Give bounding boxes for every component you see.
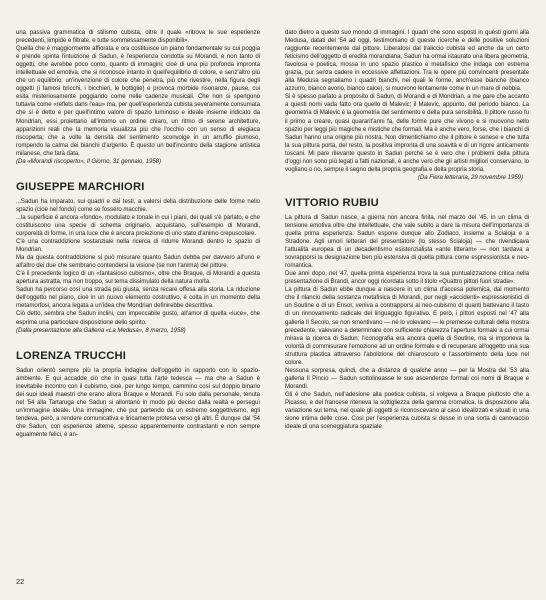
body-paragraph: ...la superficie è ancora «fondo», modulato e tonale in cui i piani, dei quali s'è parlato, e che costituiscono una specie di schema originario, acquistano, sull'esempio di Morandi, corporeità di forme, in una luce che è ancora proiezione di uno stato d'animo crepuscolare. — [16, 213, 260, 237]
body-paragraph: Ma da questa contraddizione si può misurare quanto Sadun debba per davvero all'uno e all'altro dei due che sembrano contendersi la visione (se non l'anima) del pittore. — [16, 254, 260, 270]
author-heading: LORENZA TRUCCHI — [16, 349, 127, 362]
body-paragraph: una passiva grammatica di stilismo cubista, oltre il quale «ritrova le sue esperienze precedenti, limpide e filtrate, e tutte sommessamente disponibili». — [16, 29, 260, 45]
author-heading: GIUSEPPE MARCHIORI — [16, 180, 145, 193]
page-number: 22 — [16, 577, 25, 586]
body-paragraph: La pittura di Sadun ebbe dunque a nascere in un clima d'accesa polemica, dal momento che il rilancio della sostanza metafisica di Morandi, pur negli «accidenti» espressionistici di un Soutine o di un Ensor, veniva a contrapporsi al neo-cubismo di quanti battevano il tasto di un rinnovamento radicale del linguaggio figurativo. E però, i pittori esposti nel '47 alla galleria Il Secolo, se non smentivano — né lo volevano — le premesse culturali della mostra precedente, valevano a determinare con sufficiente chiarezza l'apertura formale a cui ormai mirava la ricerca di Sadun: l'iconografia era ancora quella di Soutine, ma si imponeva la volontà di commisurare l'emozione ad un ordine formale e di recuperare all'oggetto una sua struttura plastica attraverso l'abolizione del chiaroscuro e l'assorbimento della luce nel colore. — [285, 286, 529, 366]
right-column — [285, 29, 529, 431]
source-citation: (Da Fiera letteraria, 29 novembre 1959) — [417, 173, 523, 181]
body-paragraph: Gli è che Sadun, nell'adesione alla poetica cubista, si volgeva a Braque piuttosto che a Picasso, e del francese riteneva la sottigliezza della gamma cromatica, la disposizione alla variazione sul tema, nel quale gli oggetti si riconoscevano al caso idealizzati e situati in una sione intima delle cose. Così per l'esperienza cubista si desse in una sorta di canovaccio ideale di una sceneggiatura spaziale — [285, 390, 529, 431]
source-citation: (Dalla presentazione alla Galleria «La Medusa», 8 marzo, 1958) — [16, 326, 186, 334]
body-paragraph: Due anni dopo, nel '47, quella prima esperienza trova la sua puntualizzazione critica nella presentazione di Brandi, ancor oggi ricordata sotto il titolo «Quattro pittori fuori strada». — [285, 270, 529, 286]
source-citation: (Da «Morandi riscoperto», Il Giorno, 31 gennaio, 1958) — [16, 157, 161, 165]
body-paragraph: dato dietro a questo suo mondo di immagini. I quadri che sono esposti in questi giorni alla Medusa, datati del '54 ad oggi, testimoniano di queste ricerche e delle positive soluzioni raggiunte recentemente dal pittore. Liberatosi dal traliccio cubista ed anche da un certo feticismo dell'oggetto di eredità morandiana, Sadun ha ormai istaurato una libera geometria, favolosa e poetica, mossa in uno spazio plastico e metafisico che indaga con estrema grazia, pur senza cadere in eccessive affettazioni. Tra le opere più convincenti presentate alla Medusa segnaliamo i quadri bianchi, nei quali le forme, anch'esse bianche (bianco azzurro, bianco avorio, bianco calce), si muovono lentamente come in un mare di nebbia. — [285, 29, 529, 93]
author-heading: VITTORIO RUBIU — [285, 196, 379, 209]
body-paragraph: C'è una contraddizione sostanziale nella ricerca di ridurre Morandi dentro lo spazio di Mondrian. — [16, 238, 260, 254]
body-paragraph: Ciò detto, sembra che Sadun inclini, con impeccabile gusto, all'amor di quella «luce», che esprime una particolare disposizione dello spirito. — [16, 310, 260, 326]
body-paragraph: Nessuna sorpresa, quindi, che a distanza di qualche anno — per la Mostra del '53 alla galleria Il Pincio — Sadun sottolineasse le sue ascendenze formali coi nomi di Braque e Morandi. — [285, 366, 529, 390]
spacer — [285, 182, 529, 197]
spacer — [16, 166, 260, 181]
spacer — [16, 335, 260, 350]
body-paragraph: C'è il precedente logico di un «fantasioso cubismo», oltre che Braque, di Morandi a questa apertura astratta, ma non troppo, sul tema dissimulato della natura morta. — [16, 270, 260, 286]
body-paragraph: Si è spesso parlato a proposito di Sadun, di Morandi e di Mondrian, a me pare che accanto a questi nomi vada fatto ora quello di Malevic; il Malevic, appunto, del periodo bianco. La geometria di Malevic è la geometria del sentimento e della pura sensibilità. Il pittore russo fu il primo a creare, quasi quarant'anni fa, delle forme pure che vivono e si muovono nello spazio per leggi più magiche e mistiche che formali. Ma è anche vero, forse, che i bianchi di Sadun hanno una origine più nostra. Non dimentichiamo che il pittore è senese e che tutta la sua pittura porta, del resto, la positiva impronta di una soavità e di un rigore anticamente toscani. Mi pare rilevante questo in Sadun perché se è vero che i problemi della pittura d'oggi non sono più legati a fatti nazionali, è anche vero che gli artisti migliori conservano, lo vogliano o no, sempre il segno della propria geografia e della propria storia. — [285, 93, 529, 173]
body-paragraph: Sadun orientò sempre più la propria indagine dell'oggetto in rapporto con lo spazio-ambiente. E qui accadde ciò che in quasi tutta l'arte tedesca — ma che a Sadun è inevitabile incontro con il cubismo, cioè, per lungo tempo, cammino così sul doppio binario dei suoi ideali maestri che erano allora Braque e Morandi. Fu solo dalla personale, tenuta nel '54 alla Tartaruga che Sadun si allontanò in modo più deciso dalla realtà e perseguì un'immagine ideale. Una immagine, che pur partendo da un estremo soggettivismo, egli tendeva, però, a rendere comunicativa e liricamente protesa verso gli altri. È dunque dal '54 che Sadun, con esperienze alterne, spesso apparentemente contrastanti e non sempre egualmente felici, è an- — [16, 366, 260, 438]
body-paragraph: ...Sadun ha imparato, sui quadri e dai testi, a valersi della distribuzione delle forme nello spazio (cioè nel fondo) come se fossero macchie. — [16, 197, 260, 213]
body-paragraph: Quella che è maggiormente affiorata e ora costituisce un piano fondamentale su cui poggia e prende spinta l'intuizione di Sadun, è l'esperienza condotta su Morandi, e non tanto di oggetti, che avrebbe poco conto, quanto di immagini; cioè di una più profonda impronta intellettuale ed emotiva, che si riconosce intanto in quell'equilibrio di colore, e senz'altro più che un equilibrio: un'invenzione di colore che penetra, più che rivestire, nella figura degli oggetti (i famosi bricchi, i bicchieri, le bottiglie) e provoca morbide risonanze, pause, cui esita misteriosamente poggiando come nelle cadenze musicali. Che non si spengono tuttavia come «reflets dans l'eau» ma, per quell'esperienza cubista severamente consumata che si è detto e per quell'intimo valore di spazio luminoso e ideale insieme indicato da Mondrian, essi proiettano all'intorno un ordine chiaro, un ritmo di serene architetture, apparizioni reali che la memoria visualizza più che l'occhio con un senso di elegiaca riscoperta; che a volte la densità del sentimento sconvolge in un arruffio piumoso, rompendo la calma dei bianchi d'argento. È questo un bell'incontro della stagione artistica milanese, che farà data. — [16, 45, 260, 157]
body-paragraph: La pittura di Sadun nasce, a guerra non ancora finita, nel marzo del '45, in un clima di tensione emotiva oltre che intellettuale, che vale subito a dare la misura dell'importanza di quella prima esperienza. Sadun espone dunque allo Zodiaco, insieme a Scialoja e a Stradone. Agli umori letterari del presentatore (lo stesso Scialoja) — che rivendicava l'attualità europea di un decadentismo esistenzialista «ante litteram» — non tardava a sovrapporsi la designazione ben più estensiva di quella pittura come espressionista e neo-romantica. — [285, 213, 529, 270]
left-column — [16, 29, 260, 439]
body-paragraph: Sadun ha percorso così una strada più giusta, senza recare offesa alla storia. La riduzione dell'oggetto nel piano, cioè in un nuovo elemento costruttivo, è colta in un momento della metamorfosi, ancora legata a un'idea che Mondrian definirebbe descrittiva. — [16, 286, 260, 310]
